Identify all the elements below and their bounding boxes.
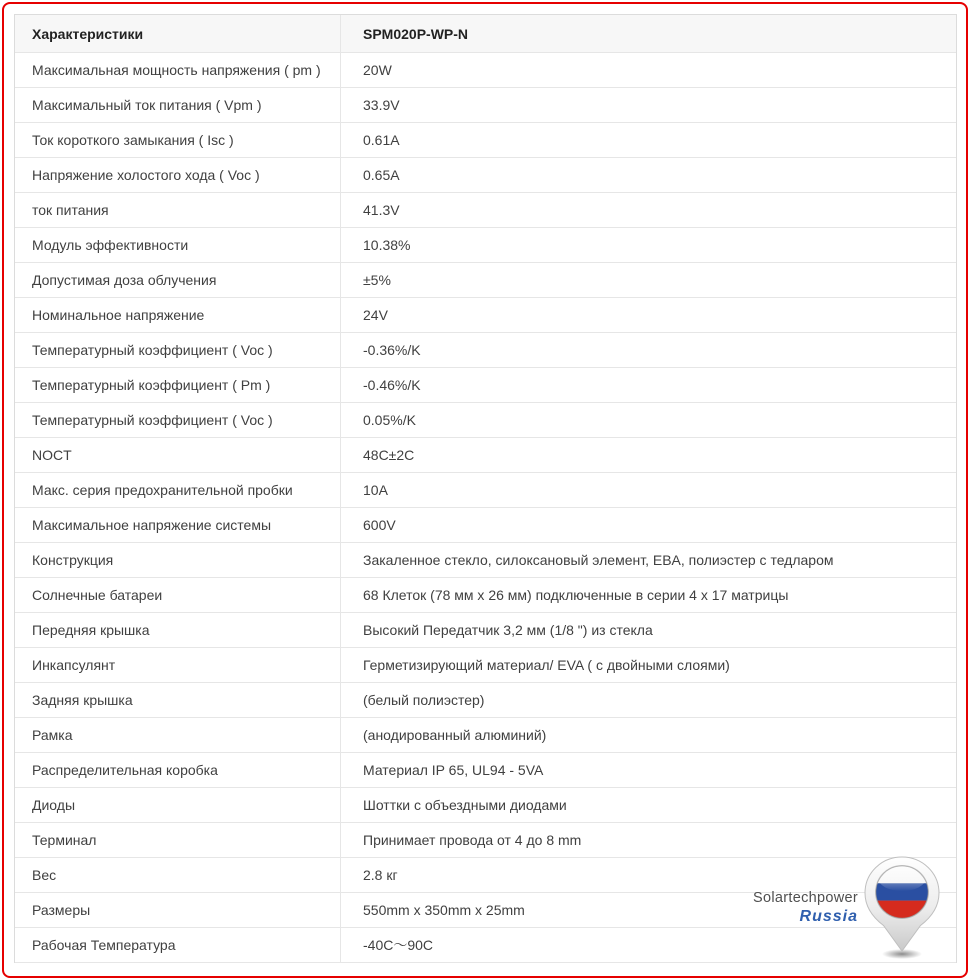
spec-label: Солнечные батареи (15, 578, 341, 612)
table-row (15, 403, 956, 438)
spec-label: Передняя крышка (15, 613, 341, 647)
spec-value: -40C～90C (363, 937, 434, 953)
table-row (15, 753, 956, 788)
spec-label: Модуль эффективности (15, 228, 341, 262)
spec-value: Материал IP 65, UL94 - 5VA (363, 762, 544, 778)
spec-value: 68 Клеток (78 мм x 26 мм) подключенные в серии 4 x 17 матрицы (363, 587, 789, 603)
spec-label: Максимальная мощность напряжения ( pm ) (15, 53, 341, 87)
spec-value: 10.38% (363, 237, 411, 253)
spec-value: (анодированный алюминий) (363, 727, 547, 743)
spec-label: Напряжение холостого хода ( Voc ) (15, 158, 341, 192)
spec-label: Терминал (15, 823, 341, 857)
table-row (15, 158, 956, 193)
spec-label: Конструкция (15, 543, 341, 577)
spec-value: 2.8 кг (363, 867, 398, 883)
table-row (15, 718, 956, 753)
spec-label: Рамка (15, 718, 341, 752)
spec-label: Распределительная коробка (15, 753, 341, 787)
spec-value: Шоттки с объездными диодами (363, 797, 567, 813)
spec-label: Макс. серия предохранительной пробки (15, 473, 341, 507)
spec-value: 0.61A (363, 132, 400, 148)
table-row (15, 263, 956, 298)
table-row (15, 368, 956, 403)
table-row (15, 683, 956, 718)
table-row (15, 228, 956, 263)
spec-value: 0.05%/K (363, 412, 416, 428)
spec-label: Ток короткого замыкания ( Isc ) (15, 123, 341, 157)
spec-value: 550mm x 350mm x 25mm (363, 902, 525, 918)
spec-value: ±5% (363, 272, 391, 288)
spec-value: 24V (363, 307, 388, 323)
spec-label: Инкапсулянт (15, 648, 341, 682)
table-row (15, 298, 956, 333)
table-row (15, 438, 956, 473)
header-model-number: SPM020P-WP-N (363, 25, 469, 42)
spec-label: Максимальное напряжение системы (15, 508, 341, 542)
spec-label: Максимальный ток питания ( Vpm ) (15, 88, 341, 122)
spec-label: Допустимая доза облучения (15, 263, 341, 297)
spec-label: Задняя крышка (15, 683, 341, 717)
spec-table-body (15, 53, 956, 963)
spec-table (14, 14, 957, 963)
spec-label: Температурный коэффициент ( Voc ) (15, 333, 341, 367)
spec-value: Закаленное стекло, силоксановый элемент, EBA, полиэстер с тедларом (363, 552, 834, 568)
spec-value: 0.65A (363, 167, 400, 183)
table-row (15, 543, 956, 578)
spec-value: 33.9V (363, 97, 400, 113)
brand-watermark (753, 856, 942, 960)
spec-label: Температурный коэффициент ( Pm ) (15, 368, 341, 402)
spec-value: 41.3V (363, 202, 400, 218)
spec-value: (белый полиэстер) (363, 692, 485, 708)
spec-value: Принимает провода от 4 до 8 mm (363, 832, 582, 848)
spec-label: NOCT (15, 438, 341, 472)
table-row (15, 123, 956, 158)
table-row (15, 53, 956, 88)
table-row (15, 193, 956, 228)
table-header-row (15, 15, 956, 53)
spec-value: 48C±2C (363, 447, 415, 463)
spec-value: 600V (363, 517, 396, 533)
spec-value: -0.46%/K (363, 377, 421, 393)
table-row (15, 823, 956, 858)
table-row (15, 333, 956, 368)
brand-text-block (753, 890, 858, 926)
spec-label: Рабочая Температура (15, 928, 341, 962)
spec-label: Размеры (15, 893, 341, 927)
header-characteristics: Характеристики (15, 15, 341, 52)
spec-label: Температурный коэффициент ( Voc ) (15, 403, 341, 437)
spec-value: 20W (363, 62, 392, 78)
spec-value: Герметизирующий материал/ EVA ( с двойными слоями) (363, 657, 730, 673)
table-row (15, 578, 956, 613)
table-row (15, 613, 956, 648)
table-row (15, 508, 956, 543)
table-row (15, 88, 956, 123)
russia-flag-pin-icon (862, 856, 942, 960)
table-row (15, 648, 956, 683)
brand-country: Russia (799, 908, 858, 925)
spec-label: Диоды (15, 788, 341, 822)
table-row (15, 788, 956, 823)
spec-label: Вес (15, 858, 341, 892)
table-row (15, 473, 956, 508)
spec-value: Высокий Передатчик 3,2 мм (1/8 ") из стекла (363, 622, 653, 638)
spec-value: -0.36%/K (363, 342, 421, 358)
brand-name: Solartechpower (753, 890, 858, 906)
spec-label: ток питания (15, 193, 341, 227)
spec-value: 10A (363, 482, 388, 498)
spec-label: Номинальное напряжение (15, 298, 341, 332)
